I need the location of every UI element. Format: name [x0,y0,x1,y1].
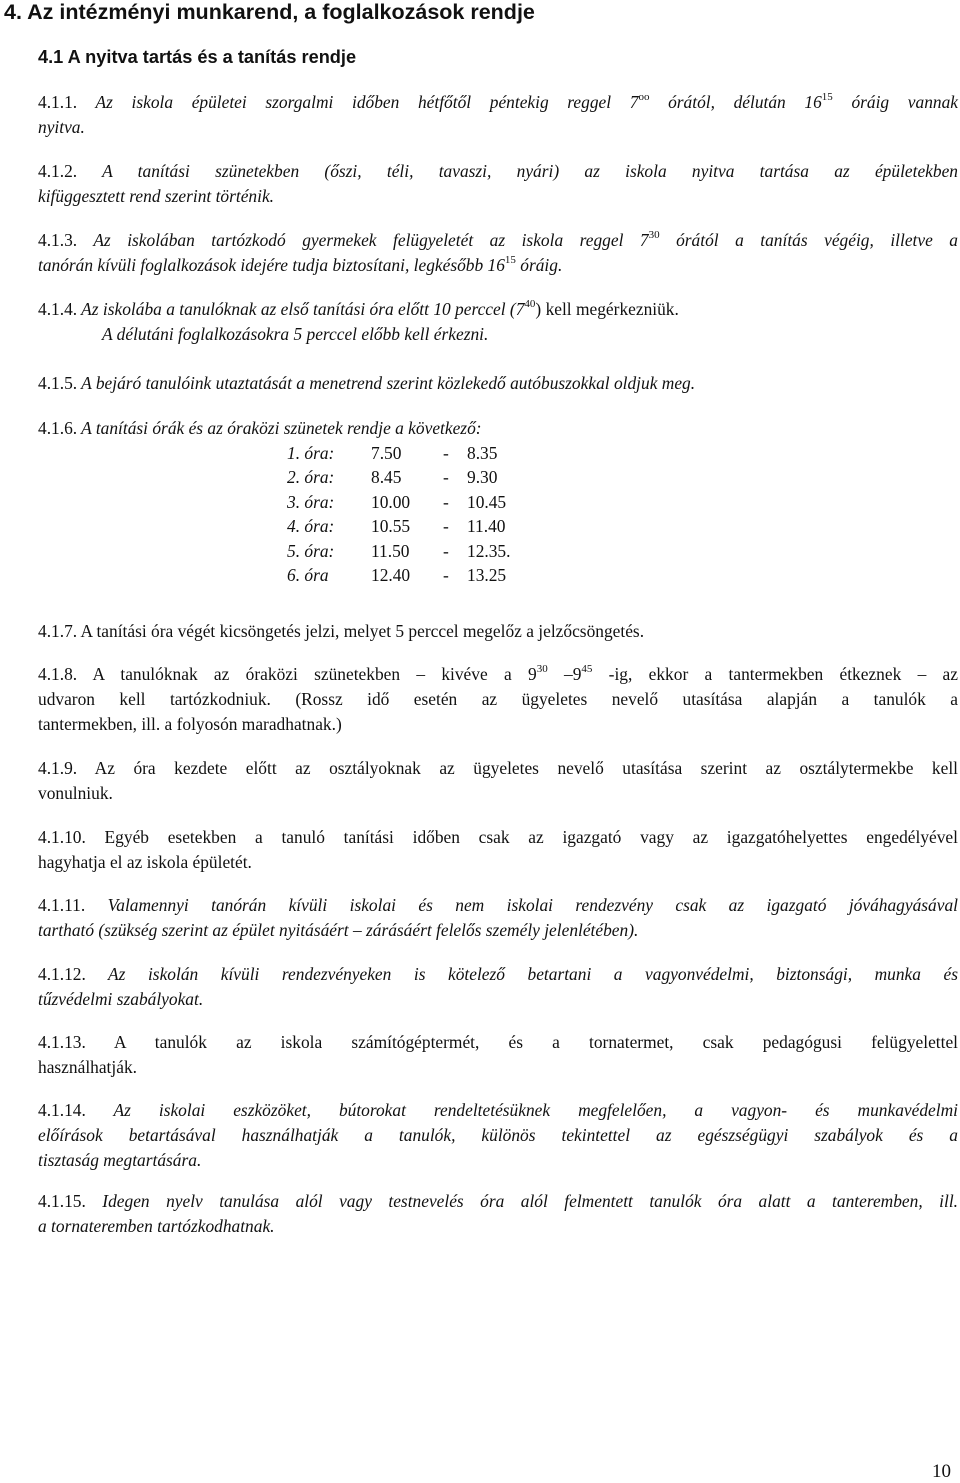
schedule-label: 6. óra [287,565,329,586]
schedule-start: 10.00 [371,491,411,512]
paragraph-4-1-6: 4.1.6. A tanítási órák és az óraközi szünetek rendje a következő: [38,418,482,438]
paragraph-4-1-13: 4.1.13. A tanulók az iskola számítógéptermét, és a tornatermet, csak pedagógusi felügyelettel használhatják. [38,1032,958,1077]
schedule-end: 9.30 [467,467,498,488]
schedule-row [287,490,510,514]
schedule-dash: - [443,467,449,488]
paragraph-4-1-15: 4.1.15. Idegen nyelv tanulása alól vagy testnevelés óra alól felmentett tanulók óra alatt a tanteremben, ill. a tornateremben tartózkodhatnak. [38,1191,958,1236]
paragraph-4-1-3: 4.1.3. Az iskolában tartózkodó gyermekek felügyeletét az iskola reggel $7^{30}$ órától a tanítás végéig, illetve a tanórán kívüli foglalkozások idejére tudja biztosítani, legkésőbb $16^{15}$ óráig. [38,229,958,275]
paragraph-4-1-11: 4.1.11. Valamennyi tanórán kívüli iskolai és nem iskolai rendezvény csak az igazgató jóváhagyásával tartható (szükség szerint az épület nyitásáért – zárásáért felelős személy jelenlétében). [38,895,958,940]
lesson-schedule [287,441,510,587]
schedule-dash: - [443,540,449,561]
schedule-dash: - [443,565,449,586]
schedule-start: 12.40 [371,565,411,586]
schedule-label: 5. óra: [287,540,335,561]
subsection-heading: 4.1 A nyitva tartás és a tanítás rendje [38,47,357,67]
paragraph-4-1-14: 4.1.14. Az iskolai eszközöket, bútorokat rendeltetésüknek megfelelően, a vagyon- és munkavédelmi előírások betartásával használhatják a tanulók, különös tekintettel az egészségügyi szabályok és a tisztaság megtartására. [38,1100,958,1170]
schedule-end: 8.35 [467,443,498,463]
schedule-end: 12.35. [467,540,511,561]
paragraph-4-1-5: 4.1.5. A bejáró tanulóink utaztatását a menetrend szerint közlekedő autóbuszokkal oldjuk meg. [38,373,696,393]
paragraph-4-1-1: 4.1.1. Az iskola épületei szorgalmi időben hétfőtől péntekig reggel $7^{oo}$ órától, délután $16^{15}$ óráig vannak nyitva. [38,91,958,137]
paragraph-4-1-7: 4.1.7. A tanítási óra végét kicsöngetés jelzi, melyet 5 perccel megelőz a jelzőcsöngetés. [38,621,645,641]
schedule-label: 2. óra: [287,467,335,488]
schedule-row [287,465,510,489]
schedule-dash: - [443,491,449,512]
schedule-label: 1. óra: [287,443,335,463]
schedule-row [287,441,510,465]
page-number: 10 [932,1461,951,1482]
paragraph-4-1-10: 4.1.10. Egyéb esetekben a tanuló tanítási időben csak az igazgató vagy az igazgatóhelyettes engedélyével hagyhatja el az iskola épületét. [38,827,958,872]
schedule-start: 7.50 [371,443,402,463]
paragraph-4-1-8: 4.1.8. A tanulóknak az óraközi szünetekben – kivéve a $9^{30}$ $-9^{45}$ -ig, ekkor a tantermekben étkeznek – az udvaron kell tartózkodniuk. (Rossz idő esetén az ügyeletes nevelő utasítása alapján a tanulók a tantermekben, ill. a folyosón maradhatnak.) [38,663,958,734]
schedule-dash: - [443,443,449,463]
paragraph-4-1-9: 4.1.9. Az óra kezdete előtt az osztályoknak az ügyeletes nevelő utasítása szerint az osztálytermekbe kell vonulniuk. [38,758,958,803]
paragraph-number: 4.1.1. [38,92,78,112]
schedule-row [287,563,510,587]
schedule-label: 4. óra: [287,516,335,537]
schedule-row [287,539,510,563]
schedule-dash: - [443,516,449,537]
schedule-end: 11.40 [467,516,506,537]
schedule-end: 13.25 [467,565,507,586]
schedule-end: 10.45 [467,491,507,512]
schedule-label: 3. óra: [287,491,335,512]
section-heading: 4. Az intézményi munkarend, a foglalkozások rendje [4,0,535,24]
schedule-start: 11.50 [371,540,410,561]
schedule-row [287,514,510,538]
paragraph-4-1-2: 4.1.2. A tanítási szünetekben (őszi, téli, tavaszi, nyári) az iskola nyitva tartása az épületekben kifüggesztett rend szerint történik. [38,161,958,206]
paragraph-4-1-4: 4.1.4. Az iskolába a tanulóknak az első tanítási óra előtt 10 perccel $(7^{40})$ kell megérkezniük. A délutáni foglalkozásokra 5 perccel előbb kell érkezni. [38,298,679,344]
paragraph-4-1-12: 4.1.12. Az iskolán kívüli rendezvényeken is kötelező betartani a vagyonvédelmi, biztonsági, munka és tűzvédelmi szabályokat. [38,964,958,1009]
schedule-start: 8.45 [371,467,402,488]
schedule-start: 10.55 [371,516,411,537]
